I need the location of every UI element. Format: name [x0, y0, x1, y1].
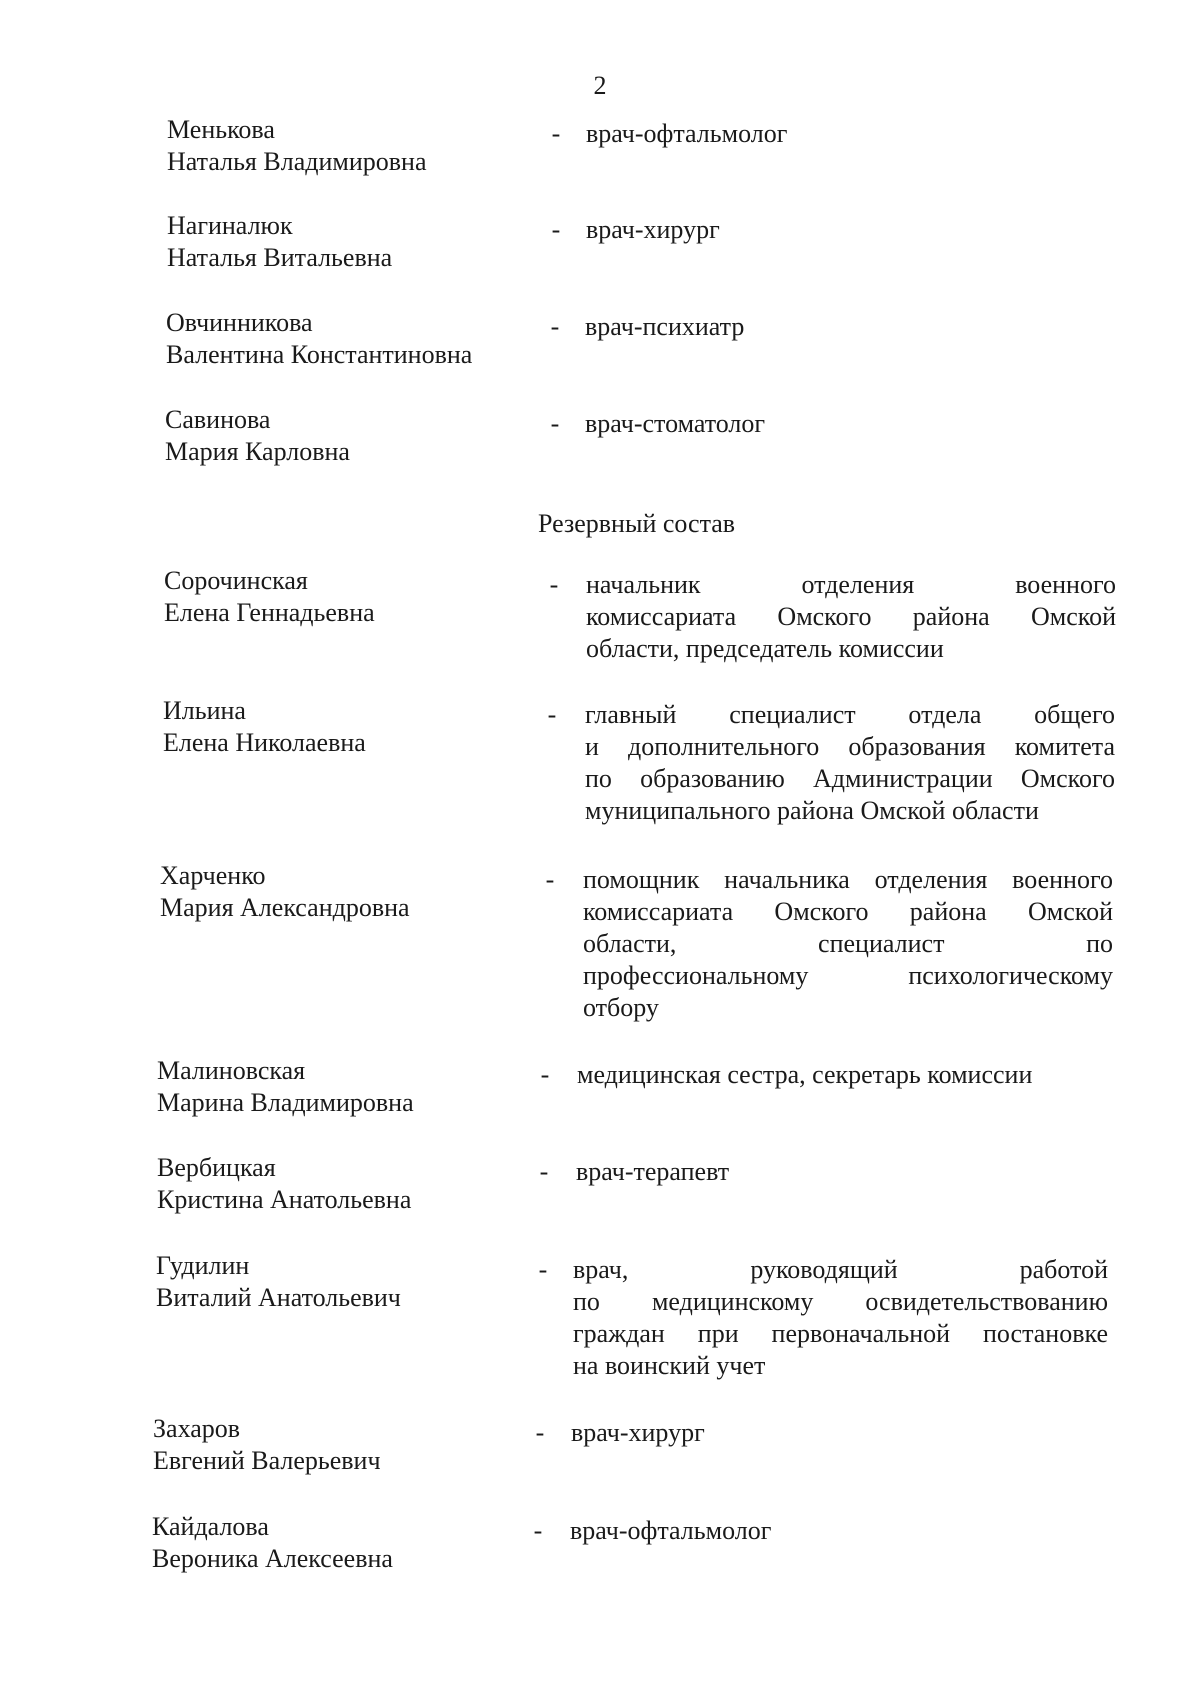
- member-surname: Овчинникова: [166, 308, 313, 337]
- member-entry: [0, 114, 1200, 176]
- member-surname: Ильина: [163, 696, 246, 725]
- member-given-name: Марина Владимировна: [157, 1088, 414, 1117]
- dash-separator: -: [547, 700, 557, 729]
- member-role: [570, 1515, 771, 1547]
- dash-separator: -: [551, 119, 561, 148]
- member-surname: Сорочинская: [164, 566, 308, 595]
- member-given-name: Наталья Витальевна: [167, 243, 393, 272]
- dash-separator: -: [538, 1255, 548, 1284]
- role-line: области, председатель комиссии: [586, 634, 944, 663]
- member-given-name: Мария Александровна: [160, 893, 410, 922]
- member-entry: [0, 1250, 1200, 1380]
- member-name: [167, 210, 547, 274]
- member-role: [573, 1254, 1108, 1382]
- role-line: медицинская сестра, секретарь комиссии: [577, 1060, 1033, 1089]
- member-name: [157, 1152, 537, 1216]
- member-given-name: Евгений Валерьевич: [153, 1446, 381, 1475]
- reserve-section-title: Резервный состав: [538, 509, 736, 538]
- member-name: [156, 1250, 536, 1314]
- dash-separator: -: [545, 865, 555, 894]
- role-line: начальник отделения военного: [586, 570, 1116, 599]
- member-given-name: Валентина Константиновна: [166, 340, 473, 369]
- member-role: [586, 118, 787, 150]
- member-given-name: Мария Карловна: [165, 437, 350, 466]
- role-line: области, специалист по: [583, 929, 1113, 958]
- dash-separator: -: [535, 1418, 545, 1447]
- role-line: главный специалист отдела общего: [585, 700, 1115, 729]
- member-name: [165, 404, 545, 468]
- member-name: [164, 565, 544, 629]
- member-given-name: Кристина Анатольевна: [157, 1185, 412, 1214]
- member-surname: Захаров: [153, 1414, 241, 1443]
- dash-separator: -: [539, 1157, 549, 1186]
- dash-separator: -: [550, 409, 560, 438]
- member-entry: [0, 860, 1200, 1022]
- member-surname: Малиновская: [157, 1056, 306, 1085]
- role-line: врач-терапевт: [576, 1157, 730, 1186]
- member-given-name: Виталий Анатольевич: [156, 1283, 401, 1312]
- role-line: граждан при первоначальной постановке: [573, 1319, 1108, 1348]
- member-name: [153, 1413, 533, 1477]
- role-line: врач-стоматолог: [585, 409, 766, 438]
- member-role: [583, 864, 1113, 1024]
- role-line: отбору: [583, 993, 659, 1022]
- role-line: и дополнительного образования комитета: [585, 732, 1115, 761]
- role-line: помощник начальника отделения военного: [583, 865, 1113, 894]
- member-entry: [0, 695, 1200, 825]
- dash-separator: -: [551, 215, 561, 244]
- member-role: [586, 214, 720, 246]
- member-entry: [0, 210, 1200, 272]
- role-line: врач-офтальмолог: [586, 119, 788, 148]
- role-line: комиссариата Омского района Омской: [583, 897, 1113, 926]
- role-line: врач, руководящий работой: [573, 1255, 1108, 1284]
- member-entry: [0, 1055, 1200, 1117]
- role-line: врач-хирург: [586, 215, 720, 244]
- member-role: [586, 569, 1116, 665]
- dash-separator: -: [549, 570, 559, 599]
- member-surname: Вербицкая: [157, 1153, 276, 1182]
- member-role: [585, 699, 1115, 827]
- role-line: врач-хирург: [571, 1418, 705, 1447]
- dash-separator: -: [533, 1516, 543, 1545]
- dash-separator: -: [540, 1060, 550, 1089]
- member-entry: [0, 1152, 1200, 1214]
- member-surname: Нагиналюк: [167, 211, 293, 240]
- member-role: [585, 311, 744, 343]
- role-line: по образованию Администрации Омского: [585, 764, 1115, 793]
- role-line: на воинский учет: [573, 1351, 766, 1380]
- member-given-name: Елена Николаевна: [163, 728, 366, 757]
- member-role: [571, 1417, 705, 1449]
- role-line: врач-офтальмолог: [570, 1516, 772, 1545]
- member-name: [166, 307, 546, 371]
- member-given-name: Елена Геннадьевна: [164, 598, 375, 627]
- member-name: [163, 695, 543, 759]
- role-line: врач-психиатр: [585, 312, 745, 341]
- member-surname: Савинова: [165, 405, 271, 434]
- member-entry: [0, 565, 1200, 663]
- dash-separator: -: [550, 312, 560, 341]
- member-entry: [0, 404, 1200, 466]
- member-role: [577, 1059, 1032, 1091]
- role-line: муниципального района Омской области: [585, 796, 1039, 825]
- member-role: [576, 1156, 729, 1188]
- member-name: [167, 114, 547, 178]
- member-entry: [0, 1413, 1200, 1475]
- member-entry: [0, 1511, 1200, 1573]
- role-line: комиссариата Омского района Омской: [586, 602, 1116, 631]
- member-given-name: Вероника Алексеевна: [152, 1544, 393, 1573]
- member-surname: Харченко: [160, 861, 266, 890]
- member-name: [160, 860, 540, 924]
- member-name: [152, 1511, 532, 1575]
- member-surname: Гудилин: [156, 1251, 250, 1280]
- member-given-name: Наталья Владимировна: [167, 147, 427, 176]
- role-line: по медицинскому освидетельствованию: [573, 1287, 1108, 1316]
- member-name: [157, 1055, 537, 1119]
- member-surname: Кайдалова: [152, 1512, 269, 1541]
- page-number: 2: [593, 71, 607, 100]
- member-role: [585, 408, 765, 440]
- member-entry: [0, 307, 1200, 369]
- role-line: профессиональному психологическому: [583, 961, 1113, 990]
- member-surname: Менькова: [167, 115, 275, 144]
